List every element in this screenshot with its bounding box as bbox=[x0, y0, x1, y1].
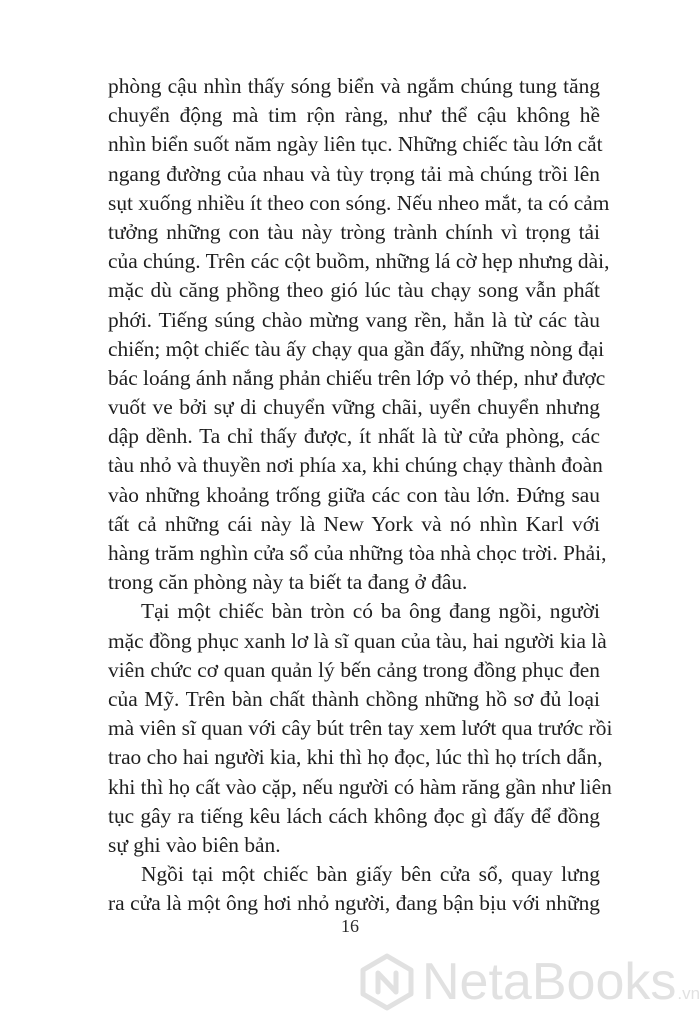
text-line: dập dềnh. Ta chỉ thấy được, ít nhất là từ cửa phòng, các bbox=[108, 424, 600, 449]
text-line: ngang đường của nhau và tùy trọng tải mà chúng trồi lên bbox=[108, 161, 600, 186]
netabooks-logo-icon bbox=[358, 953, 416, 1011]
text-line: trong căn phòng này ta biết ta đang ở đâu. bbox=[108, 570, 468, 595]
text-line: ra cửa là một ông hơi nhỏ người, đang bận bịu với những bbox=[108, 891, 600, 916]
text-line: khi thì họ cất vào cặp, nếu người có hàm răng gần như liên bbox=[108, 774, 612, 799]
text-line: sụt xuống nhiều ít theo con sóng. Nếu nheo mắt, ta có cảm bbox=[108, 190, 610, 215]
text-line: tưởng những con tàu này tròng trành chính vì trọng tải bbox=[108, 219, 600, 244]
text-line: mặc đồng phục xanh lơ là sĩ quan của tàu, hai người kia là bbox=[108, 628, 607, 653]
text-line: sự ghi vào biên bản. bbox=[108, 832, 281, 857]
netabooks-watermark bbox=[358, 946, 700, 1018]
body-text bbox=[108, 72, 613, 918]
text-line: Ngồi tại một chiếc bàn giấy bên cửa sổ, quay lưng bbox=[141, 862, 600, 887]
text-line: tất cả những cái này là New York và nó nhìn Karl với bbox=[108, 511, 600, 536]
text-line: phòng cậu nhìn thấy sóng biển và ngắm chúng tung tăng bbox=[108, 74, 600, 98]
watermark-suffix: .vn bbox=[677, 984, 700, 1003]
text-line: nhìn biển suốt năm ngày liên tục. Những chiếc tàu lớn cắt bbox=[108, 132, 603, 157]
text-line: của chúng. Trên các cột buồm, những lá cờ hẹp nhưng dài, bbox=[108, 249, 610, 274]
text-line: phới. Tiếng súng chào mừng vang rền, hẳn là từ các tàu bbox=[108, 307, 600, 332]
text-line: bác loáng ánh nắng phản chiếu trên lớp vỏ thép, như được bbox=[108, 365, 606, 390]
text-line: viên chức cơ quan quản lý bến cảng trong đồng phục đen bbox=[108, 657, 600, 682]
text-line: mà viên sĩ quan với cây bút trên tay xem lướt qua trước rồi bbox=[108, 716, 613, 741]
text-line: trao cho hai người kia, khi thì họ đọc, lúc thì họ trích dẫn, bbox=[108, 745, 603, 770]
text-line: mặc dù căng phồng theo gió lúc tàu chạy song vẫn phất bbox=[108, 278, 600, 303]
text-line: tàu nhỏ và thuyền nơi phía xa, khi chúng chạy thành đoàn bbox=[108, 453, 603, 478]
text-line: Tại một chiếc bàn tròn có ba ông đang ngồi, người bbox=[141, 599, 600, 624]
text-line: của Mỹ. Trên bàn chất thành chồng những hồ sơ đủ loại bbox=[108, 686, 600, 711]
page-number: 16 bbox=[341, 916, 359, 936]
text-line: chuyển động mà tim rộn ràng, như thể cậu không hề bbox=[108, 103, 600, 128]
text-line: tục gây ra tiếng kêu lách cách không đọc gì đấy để đồng bbox=[108, 803, 600, 828]
text-line: chiến; một chiếc tàu ấy chạy qua gần đấy, những nòng đại bbox=[108, 336, 605, 361]
text-line: vào những khoảng trống giữa các con tàu lớn. Đứng sau bbox=[108, 482, 600, 507]
text-line: hàng trăm nghìn cửa sổ của những tòa nhà chọc trời. Phải, bbox=[108, 541, 607, 565]
watermark-brand: NetaBooks bbox=[422, 953, 677, 1011]
text-line: vuốt ve bởi sự di chuyển vững chãi, uyển chuyển nhưng bbox=[108, 395, 600, 420]
